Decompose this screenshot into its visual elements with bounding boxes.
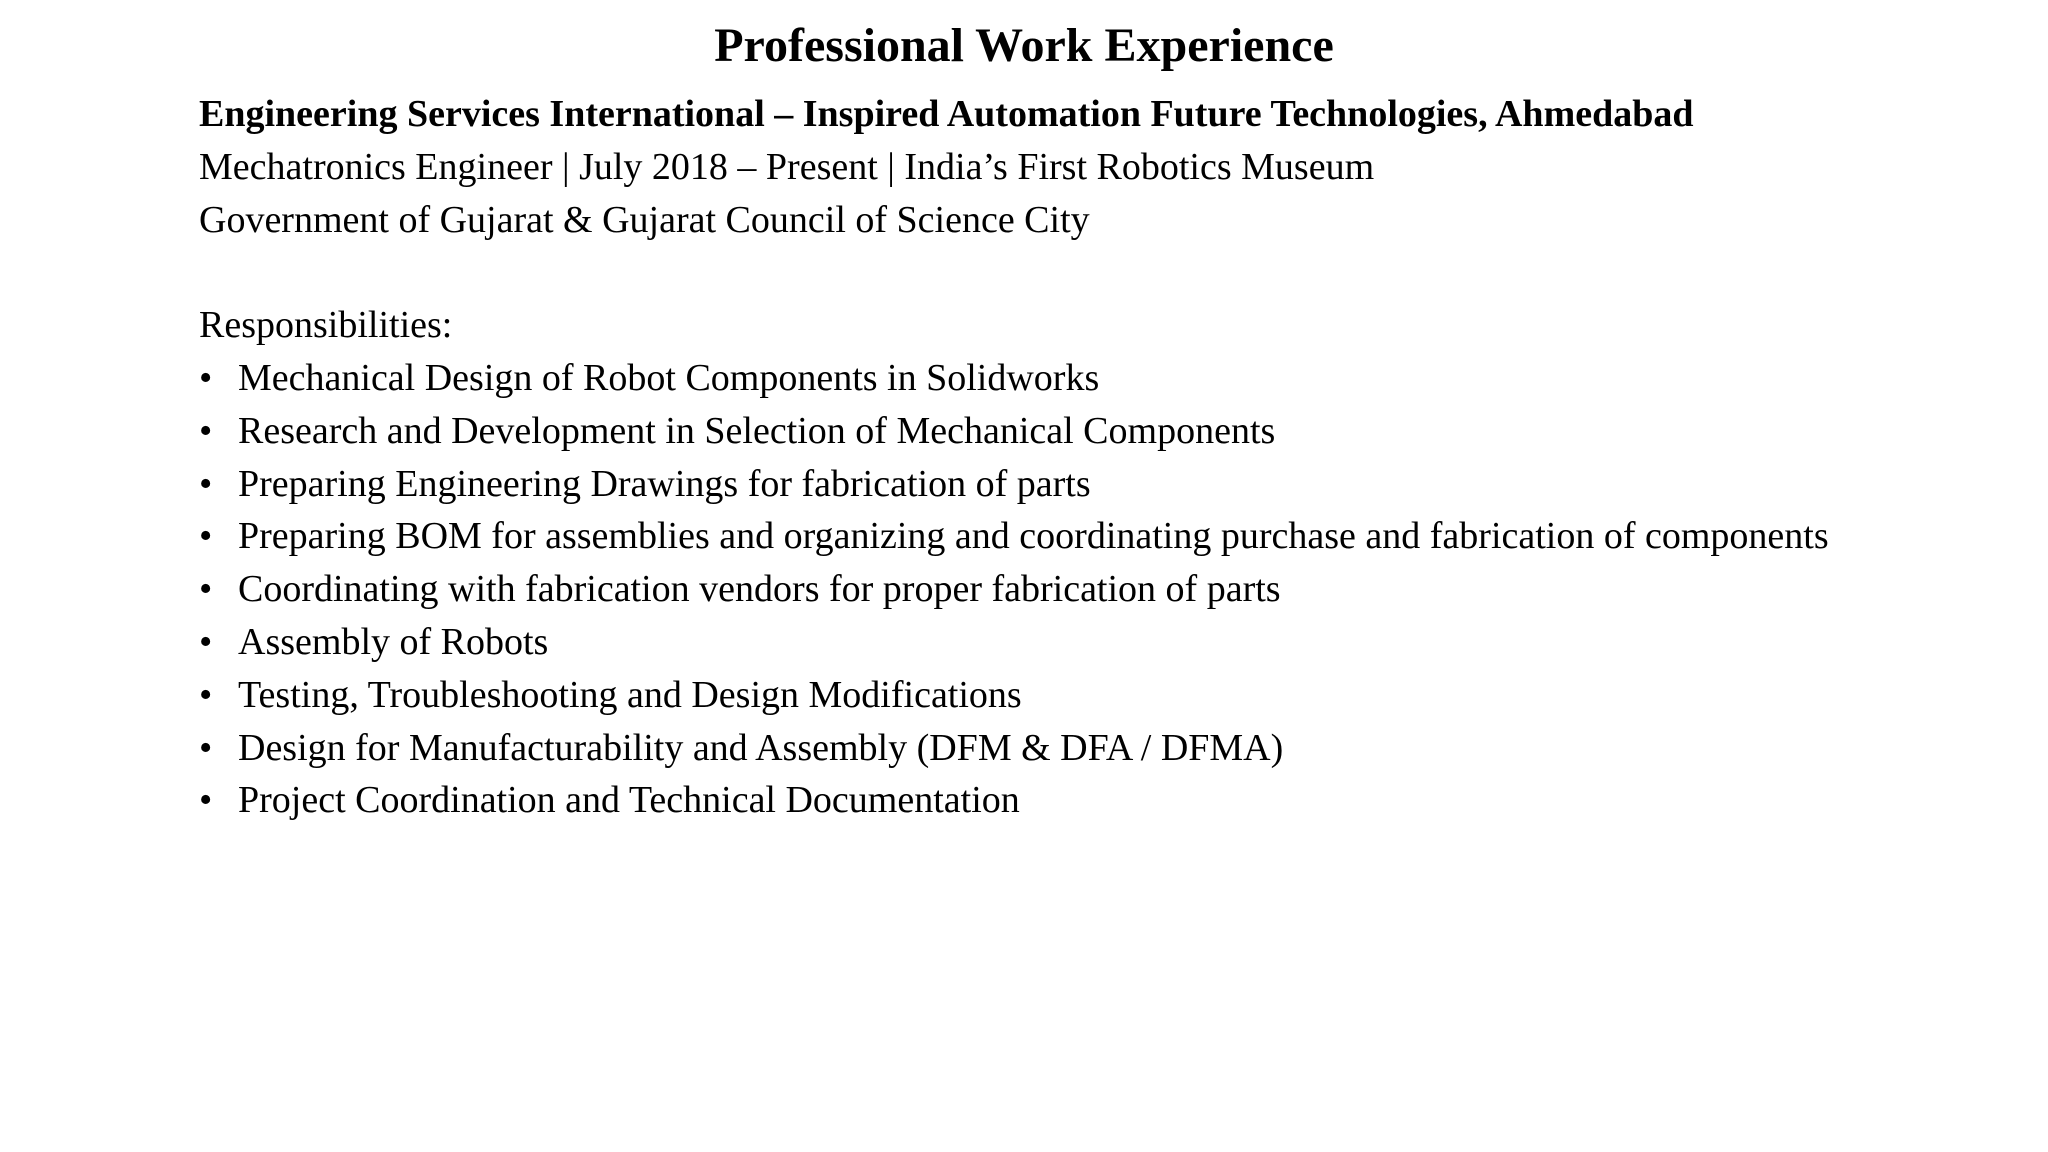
list-item-text: Preparing BOM for assemblies and organizing and coordinating purchase and fabrication of components (238, 515, 1829, 558)
bullet-icon: • (199, 462, 213, 505)
responsibilities-heading: Responsibilities: (199, 304, 453, 347)
list-item (199, 774, 2019, 827)
bullet-icon: • (199, 726, 213, 769)
list-item (199, 563, 2019, 616)
list-item (199, 669, 2019, 722)
experience-section (199, 88, 2019, 827)
spacer (199, 246, 2019, 299)
list-item-text: Design for Manufacturability and Assembly (DFM & DFA / DFMA) (238, 726, 1284, 769)
list-item-text: Project Coordination and Technical Documentation (238, 779, 1020, 822)
bullet-icon: • (199, 515, 213, 558)
page-title: Professional Work Experience (714, 19, 1334, 72)
role-line: Mechatronics Engineer | July 2018 – Present | India’s First Robotics Museum (199, 145, 1375, 188)
list-item (199, 352, 2019, 405)
list-item (199, 510, 2019, 563)
responsibilities-list (199, 352, 2019, 827)
list-item-text: Mechanical Design of Robot Components in Solidworks (238, 356, 1100, 399)
list-item (199, 722, 2019, 775)
bullet-icon: • (199, 673, 213, 716)
list-item (199, 616, 2019, 669)
bullet-icon: • (199, 409, 213, 452)
list-item (199, 405, 2019, 458)
list-item-text: Coordinating with fabrication vendors for proper fabrication of parts (238, 568, 1281, 611)
bullet-icon: • (199, 620, 213, 663)
list-item-text: Testing, Troubleshooting and Design Modifications (238, 673, 1022, 716)
list-item-text: Assembly of Robots (238, 620, 549, 663)
list-item-text: Research and Development in Selection of Mechanical Components (238, 409, 1276, 452)
bullet-icon: • (199, 779, 213, 822)
list-item (199, 458, 2019, 511)
list-item-text: Preparing Engineering Drawings for fabrication of parts (238, 462, 1091, 505)
bullet-icon: • (199, 568, 213, 611)
bullet-icon: • (199, 356, 213, 399)
client-line: Government of Gujarat & Gujarat Council of Science City (199, 198, 1090, 241)
company-name: Engineering Services International – Inspired Automation Future Technologies, Ahmedabad (199, 93, 1694, 135)
